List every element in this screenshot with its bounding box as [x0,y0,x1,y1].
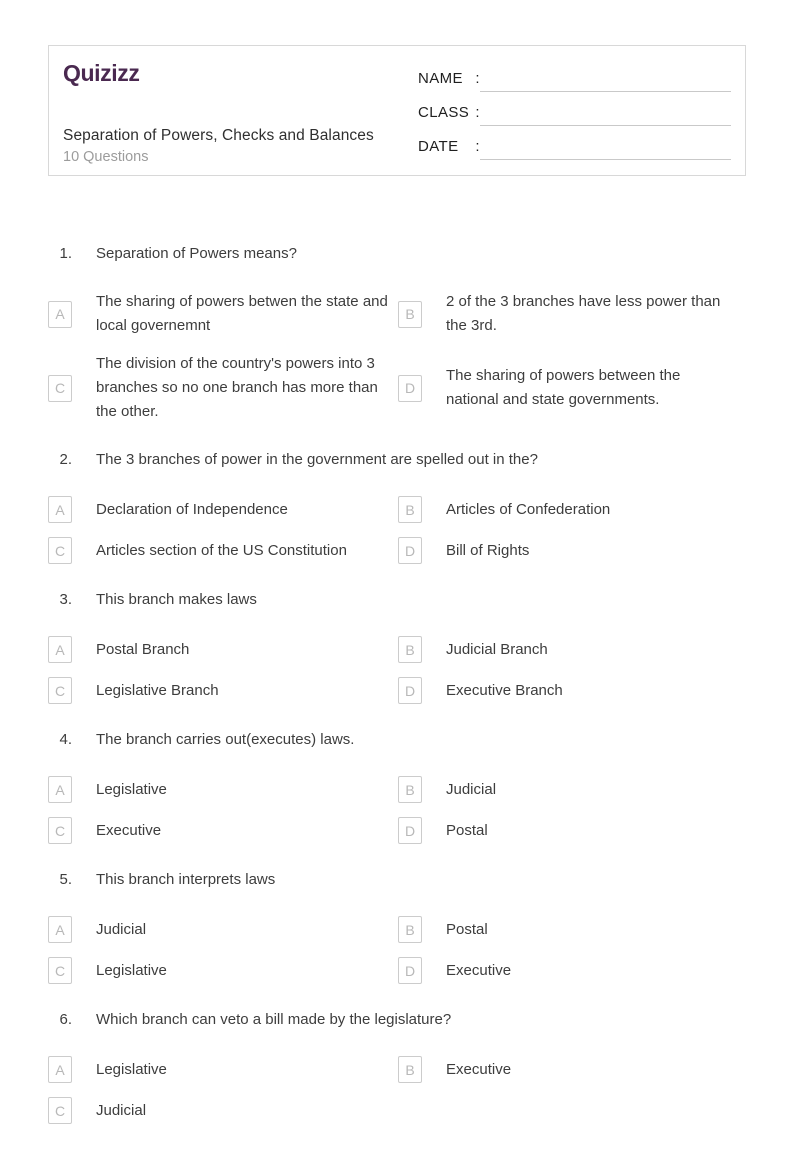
option-letter-box: A [48,776,72,803]
question-number: 6. [59,1011,72,1028]
question-block [48,590,746,704]
option-letter-box: D [398,957,422,984]
option-letter-box: B [398,496,422,523]
option-letter-box: D [398,375,422,402]
answer-option [48,957,398,984]
student-fields [418,59,731,161]
option-text: Bill of Rights [446,541,530,559]
question-count: 10 Questions [63,149,149,165]
option-text: 2 of the 3 branches have less power than the 3rd. [446,293,721,334]
answer-option [398,957,746,984]
option-text: Executive [446,961,512,979]
option-text: Executive Branch [446,681,563,699]
question-block [48,450,746,564]
question-block [48,870,746,984]
option-letter-box: A [48,496,72,523]
option-text: Executive [446,1060,512,1078]
question-text: This branch makes laws [96,591,257,608]
options-grid [48,1056,746,1124]
field-colon: : [475,138,480,155]
option-letter-box: C [48,375,72,402]
answer-option [398,817,746,844]
options-grid [48,916,746,984]
option-text: Judicial [96,1101,147,1119]
option-letter-box: A [48,301,72,328]
name-field-row [418,59,731,93]
answer-option [398,916,746,943]
option-text: The sharing of powers between the national and state governments. [446,367,681,408]
fill-in-line [480,91,731,92]
option-letter-box: C [48,1097,72,1124]
question-text: The 3 branches of power in the government are spelled out in the? [96,451,538,468]
answer-option [398,636,746,663]
answer-option [48,1056,398,1083]
option-letter-box: B [398,776,422,803]
answer-option [398,776,746,803]
question-number: 2. [59,451,72,468]
answer-option [48,352,398,424]
option-text: Postal Branch [96,640,190,658]
answer-option [48,916,398,943]
question-text: Separation of Powers means? [96,245,297,262]
answer-option [398,677,746,704]
option-letter-box: C [48,817,72,844]
answer-option [48,817,398,844]
option-text: Legislative Branch [96,681,219,699]
worksheet-title: Separation of Powers, Checks and Balances [63,127,374,144]
field-colon: : [475,70,480,87]
option-text: Judicial Branch [446,640,548,658]
question-block [48,730,746,844]
options-grid [48,496,746,564]
worksheet-header [48,45,746,176]
options-grid [48,636,746,704]
option-text: Postal [446,821,488,839]
options-grid [48,776,746,844]
worksheet-page [0,45,794,1124]
questions-list [48,244,746,1124]
answer-option [48,290,398,338]
option-letter-box: A [48,1056,72,1083]
option-letter-box: A [48,916,72,943]
answer-option [48,776,398,803]
question-number: 1. [59,245,72,262]
answer-option [48,496,398,523]
class-field-row [418,93,731,127]
question-number: 5. [59,871,72,888]
option-letter-box: B [398,1056,422,1083]
option-letter-box: B [398,916,422,943]
option-text: Judicial [96,920,147,938]
option-letter-box: C [48,677,72,704]
answer-option [48,636,398,663]
answer-option [398,496,746,523]
field-label: CLASS [418,104,470,121]
option-text: The sharing of powers betwen the state and local governemnt [96,293,388,334]
quizizz-logo: Quizizz [63,60,140,86]
option-letter-box: C [48,537,72,564]
question-text: The branch carries out(executes) laws. [96,731,355,748]
option-letter-box: C [48,957,72,984]
answer-option [48,1097,398,1124]
option-letter-box: A [48,636,72,663]
answer-option [398,290,746,338]
answer-option [398,1056,746,1083]
option-letter-box: B [398,301,422,328]
option-text: Declaration of Independence [96,500,288,518]
field-label: DATE [418,138,459,155]
question-number: 3. [59,591,72,608]
field-colon: : [475,104,480,121]
fill-in-line [480,159,731,160]
option-text: Articles of Confederation [446,500,611,518]
option-letter-box: D [398,817,422,844]
answer-option [398,537,746,564]
date-field-row [418,127,731,161]
question-number: 4. [59,731,72,748]
option-letter-box: D [398,537,422,564]
option-text: Executive [96,821,162,839]
option-text: Articles section of the US Constitution [96,541,347,559]
option-text: Judicial [446,780,497,798]
option-text: Legislative [96,1060,167,1078]
answer-option [398,352,746,424]
answer-option [48,537,398,564]
options-grid [48,290,746,424]
question-block [48,1010,746,1124]
option-text: Postal [446,920,488,938]
fill-in-line [480,125,731,126]
option-text: Legislative [96,961,167,979]
question-text: Which branch can veto a bill made by the legislature? [96,1011,452,1028]
answer-option [48,677,398,704]
question-block [48,244,746,424]
option-letter-box: D [398,677,422,704]
option-letter-box: B [398,636,422,663]
option-text: Legislative [96,780,167,798]
question-text: This branch interprets laws [96,871,276,888]
option-text: The division of the country's powers into 3 branches so no one branch has more than the other. [96,355,378,420]
field-label: NAME [418,70,463,87]
